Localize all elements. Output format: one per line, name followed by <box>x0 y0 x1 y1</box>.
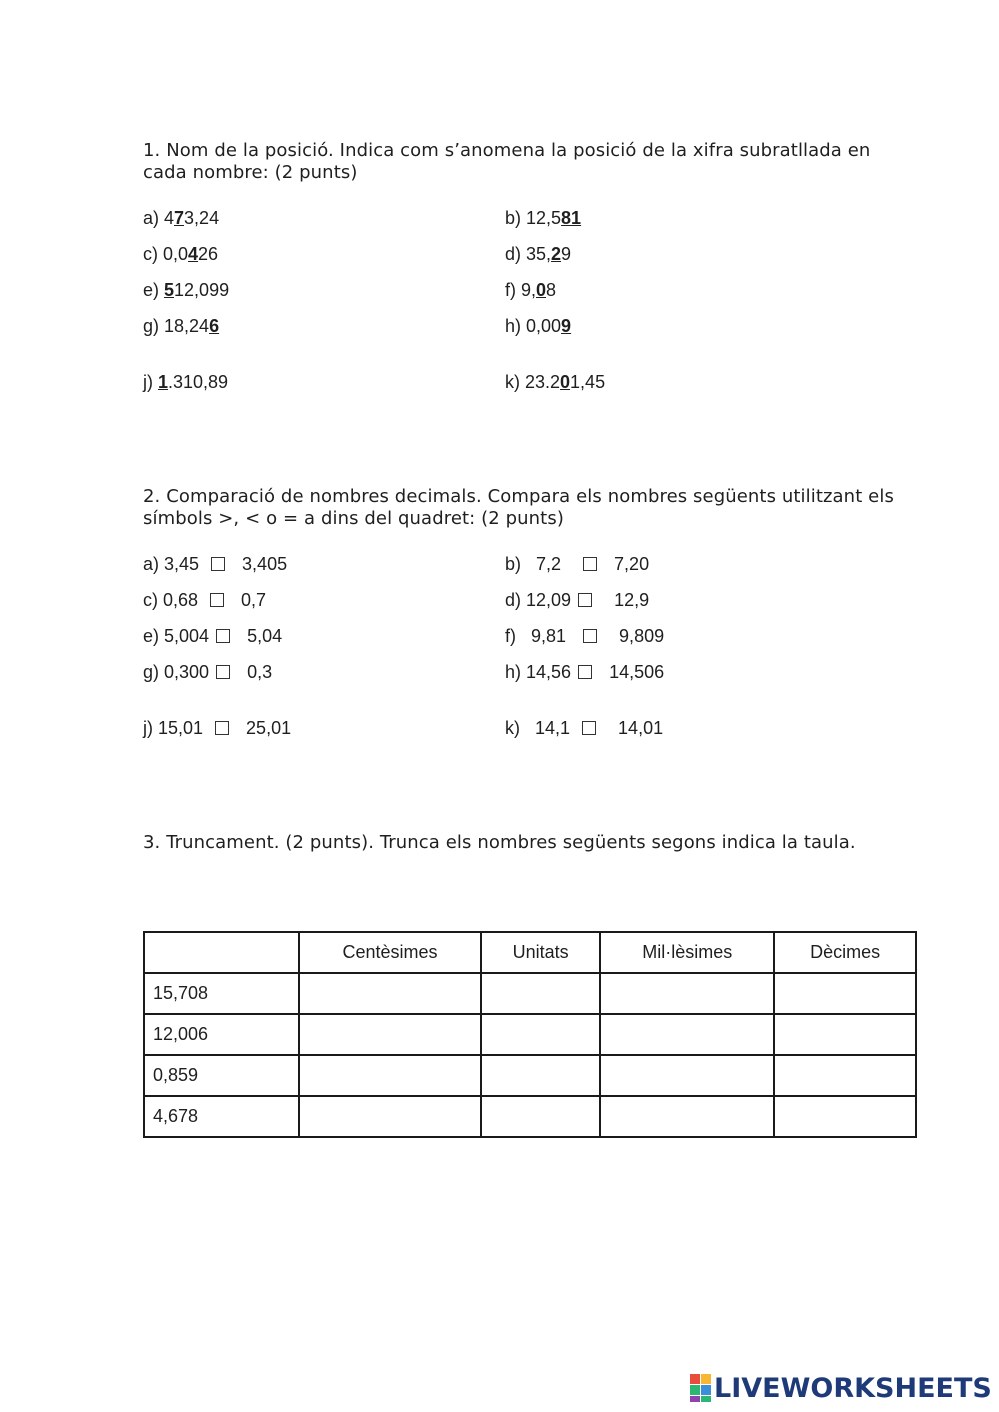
underlined-digit: 4 <box>188 244 199 264</box>
answer-cell[interactable] <box>774 973 916 1014</box>
table-row <box>144 1055 916 1096</box>
s2-item-c: c) 0,68 0,7 <box>143 590 267 610</box>
section3-heading: 3. Truncament. (2 punts). Trunca els nombres següents segons indica la taula. <box>143 832 856 853</box>
s1-item-g: g) 18,246 <box>143 316 220 336</box>
answer-box[interactable] <box>583 629 597 643</box>
s2-item-e: e) 5,004 5,04 <box>143 626 283 646</box>
s2-item-a: a) 3,45 3,405 <box>143 554 288 574</box>
underlined-digit: 7 <box>174 208 185 228</box>
underlined-digit: 81 <box>561 208 582 228</box>
table-header-cell: Centèsimes <box>299 932 481 973</box>
answer-cell[interactable] <box>299 973 481 1014</box>
table-header-cell: Unitats <box>481 932 600 973</box>
underlined-digit: 5 <box>164 280 175 300</box>
s1-item-j: j) 1.310,89 <box>143 372 229 392</box>
row-label: 0,859 <box>144 1055 299 1096</box>
section2-heading: 2. Comparació de nombres decimals. Compara els nombres següents utilitzant els símbols >, < o = a dins del quadret: (2 punts) <box>143 486 894 529</box>
table-header-cell: Dècimes <box>774 932 916 973</box>
underlined-digit: 0 <box>560 372 571 392</box>
s1-item-c: c) 0,0426 <box>143 244 219 264</box>
s1-item-b: b) 12,581 <box>505 208 582 228</box>
answer-box[interactable] <box>216 665 230 679</box>
s1-item-d: d) 35,29 <box>505 244 572 264</box>
table-header-row <box>144 932 916 973</box>
truncation-table <box>143 931 917 1138</box>
s2-item-f: f) 9,81 9,809 <box>505 626 665 646</box>
answer-cell[interactable] <box>299 1055 481 1096</box>
answer-cell[interactable] <box>774 1096 916 1137</box>
table-header-cell <box>144 932 299 973</box>
liveworksheets-logo[interactable] <box>690 1373 992 1403</box>
underlined-digit: 6 <box>209 316 220 336</box>
answer-box[interactable] <box>583 557 597 571</box>
answer-box[interactable] <box>215 721 229 735</box>
answer-cell[interactable] <box>481 1014 600 1055</box>
answer-cell[interactable] <box>299 1014 481 1055</box>
answer-box[interactable] <box>216 629 230 643</box>
s2-item-j: j) 15,01 25,01 <box>143 718 292 738</box>
answer-box[interactable] <box>582 721 596 735</box>
table-row <box>144 1014 916 1055</box>
answer-cell[interactable] <box>774 1055 916 1096</box>
underlined-digit: 2 <box>551 244 562 264</box>
answer-cell[interactable] <box>600 973 774 1014</box>
answer-box[interactable] <box>210 593 224 607</box>
row-label: 15,708 <box>144 973 299 1014</box>
answer-cell[interactable] <box>600 1014 774 1055</box>
table-header-cell: Mil·lèsimes <box>600 932 774 973</box>
s2-item-d: d) 12,09 12,9 <box>505 590 650 610</box>
s1-item-k: k) 23.201,45 <box>505 372 606 392</box>
table-row <box>144 1096 916 1137</box>
answer-cell[interactable] <box>600 1055 774 1096</box>
underlined-digit: 0 <box>536 280 547 300</box>
s2-item-g: g) 0,300 0,3 <box>143 662 273 682</box>
s2-item-b: b) 7,2 7,20 <box>505 554 650 574</box>
underlined-digit: 1 <box>158 372 169 392</box>
underlined-digit: 9 <box>561 316 572 336</box>
s2-item-h: h) 14,56 14,506 <box>505 662 665 682</box>
s1-item-f: f) 9,08 <box>505 280 557 300</box>
row-label: 4,678 <box>144 1096 299 1137</box>
s2-item-k: k) 14,1 14,01 <box>505 718 664 738</box>
row-label: 12,006 <box>144 1014 299 1055</box>
logo-blocks-icon <box>690 1374 711 1402</box>
section1-heading: 1. Nom de la posició. Indica com s’anomena la posició de la xifra subratllada en cada nombre: (2 punts) <box>143 140 871 183</box>
answer-cell[interactable] <box>481 1096 600 1137</box>
answer-cell[interactable] <box>299 1096 481 1137</box>
answer-cell[interactable] <box>774 1014 916 1055</box>
answer-cell[interactable] <box>481 1055 600 1096</box>
answer-box[interactable] <box>211 557 225 571</box>
answer-box[interactable] <box>578 665 592 679</box>
table-row <box>144 973 916 1014</box>
s1-item-e: e) 512,099 <box>143 280 230 300</box>
logo-text: LIVEWORKSHEETS <box>714 1372 992 1404</box>
s1-item-a: a) 473,24 <box>143 208 220 228</box>
answer-cell[interactable] <box>481 973 600 1014</box>
answer-cell[interactable] <box>600 1096 774 1137</box>
s1-item-h: h) 0,009 <box>505 316 572 336</box>
answer-box[interactable] <box>578 593 592 607</box>
